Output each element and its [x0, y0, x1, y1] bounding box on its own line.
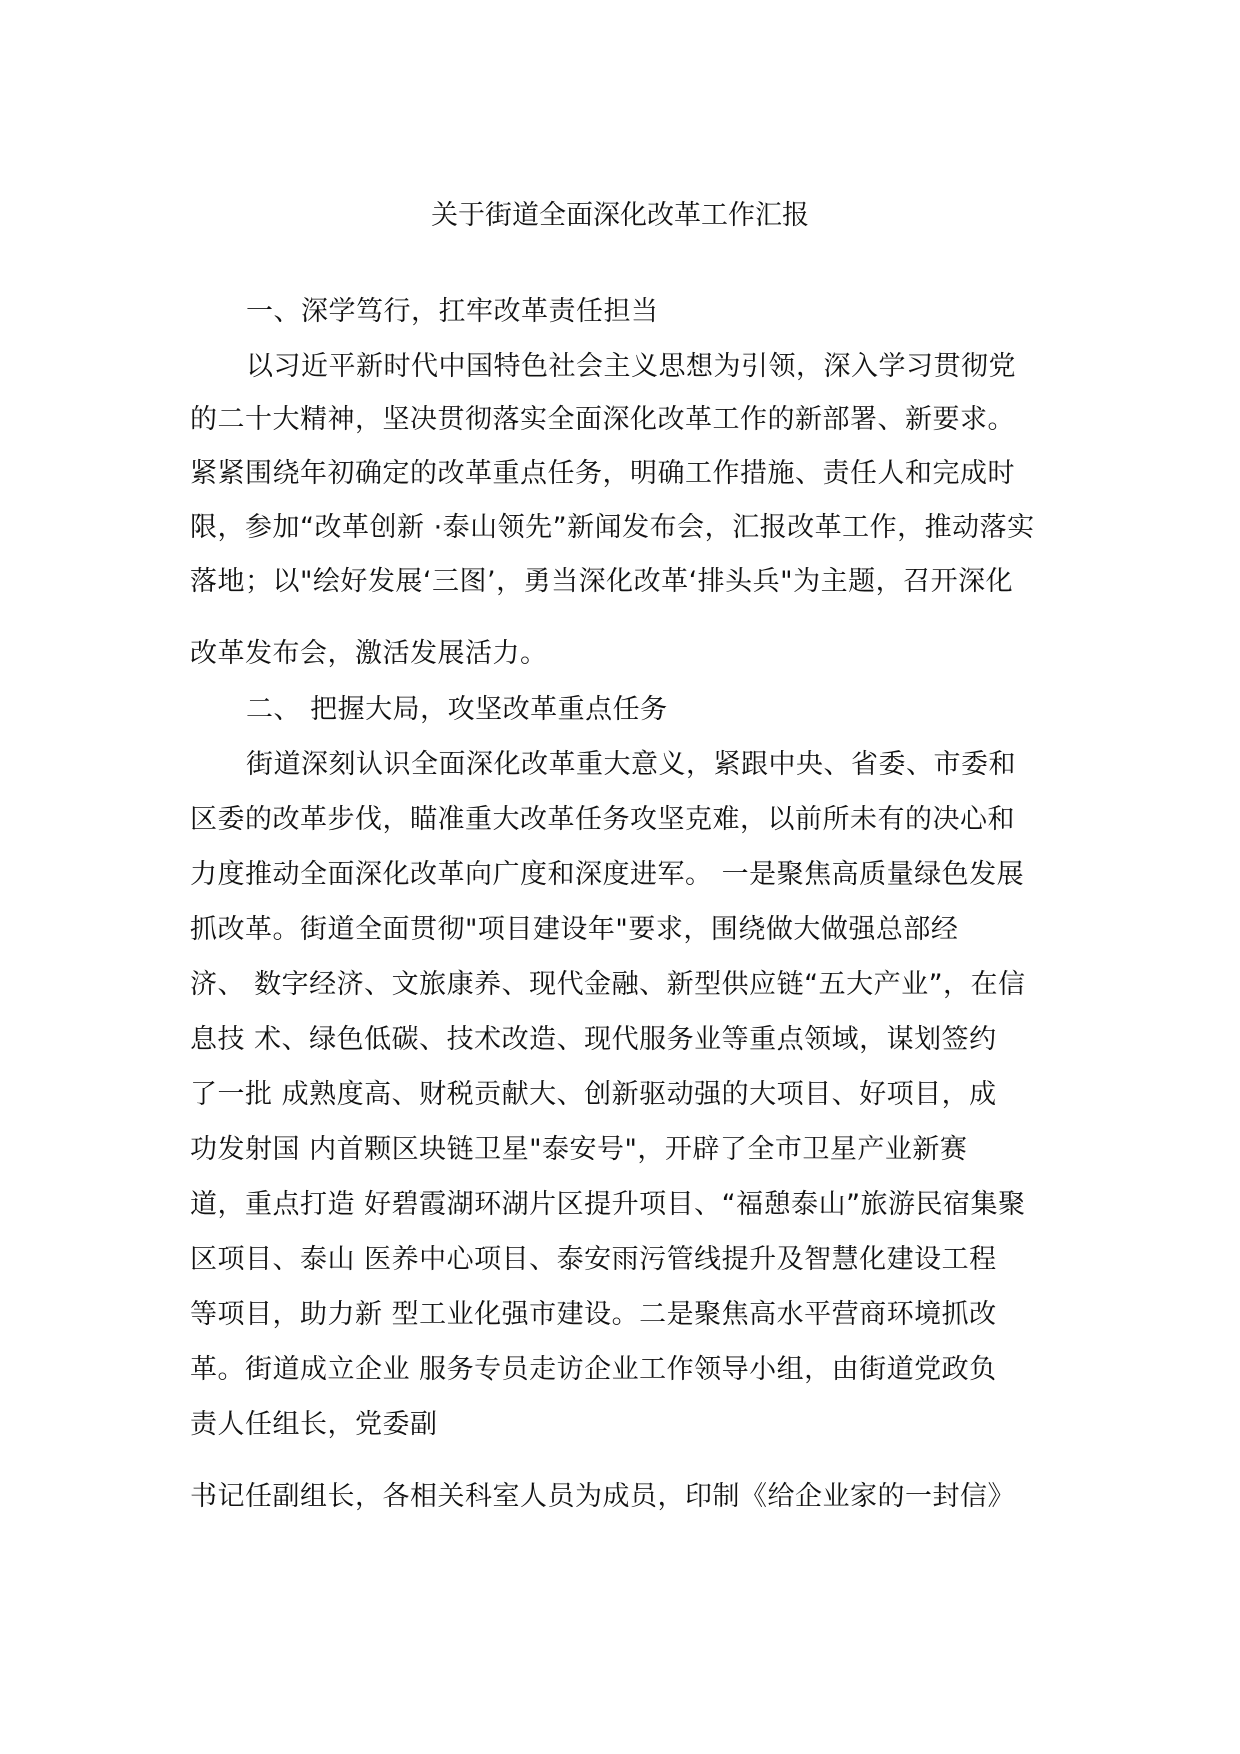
paragraph-line: 济、 数字经济、文旅康养、现代金融、新型供应链“五大产业”，在信 [190, 969, 1026, 1000]
paragraph-line: 街道深刻认识全面深化改革重大意义，紧跟中央、省委、市委和 [246, 749, 1016, 780]
paragraph-line: 书记任副组长，各相关科室人员为成员，印制《给企业家的一封信》 [190, 1481, 1015, 1512]
section-heading-1: 一、深学笃行，扛牢改革责任担当 [246, 296, 659, 327]
paragraph-line: 改革发布会，激活发展活力。 [190, 638, 548, 669]
document-title: 关于街道全面深化改革工作汇报 [431, 200, 809, 231]
paragraph-line: 息技 术、绿色低碳、技术改造、现代服务业等重点领域，谋划签约 [190, 1024, 997, 1055]
paragraph-line: 道，重点打造 好碧霞湖环湖片区提升项目、“福憩泰山”旅游民宿集聚 [190, 1189, 1026, 1220]
paragraph-line: 落地；以"绘好发展‘三图’，勇当深化改革‘排头兵"为主题，召开深化 [190, 566, 1014, 597]
paragraph-line: 紧紧围绕年初确定的改革重点任务，明确工作措施、责任人和完成时 [190, 458, 1015, 489]
paragraph-line: 责人任组长，党委副 [190, 1409, 438, 1440]
paragraph-line: 区项目、泰山 医养中心项目、泰安雨污管线提升及智慧化建设工程 [190, 1244, 997, 1275]
paragraph-line: 了一批 成熟度高、财税贡献大、创新驱动强的大项目、好项目，成 [190, 1079, 997, 1110]
paragraph-line: 抓改革。街道全面贯彻"项目建设年"要求，围绕做大做强总部经 [190, 914, 959, 945]
paragraph-line: 革。街道成立企业 服务专员走访企业工作领导小组，由街道党政负 [190, 1354, 997, 1385]
paragraph-line: 的二十大精神，坚决贯彻落实全面深化改革工作的新部署、新要求。 [190, 404, 1015, 435]
paragraph-line: 力度推动全面深化改革向广度和深度进军。 一是聚焦高质量绿色发展 [190, 859, 1025, 890]
paragraph-line: 等项目，助力新 型工业化强市建设。二是聚焦高水平营商环境抓改 [190, 1299, 997, 1330]
paragraph-line: 以习近平新时代中国特色社会主义思想为引领，深入学习贯彻党 [246, 351, 1016, 382]
paragraph-line: 限，参加“改革创新 ·泰山领先”新闻发布会，汇报改革工作，推动落实 [190, 512, 1035, 543]
section-heading-2: 二、 把握大局，攻坚改革重点任务 [246, 694, 668, 725]
paragraph-line: 功发射国 内首颗区块链卫星"泰安号"，开辟了全市卫星产业新赛 [190, 1134, 968, 1165]
paragraph-line: 区委的改革步伐，瞄准重大改革任务攻坚克难，以前所未有的决心和 [190, 804, 1015, 835]
